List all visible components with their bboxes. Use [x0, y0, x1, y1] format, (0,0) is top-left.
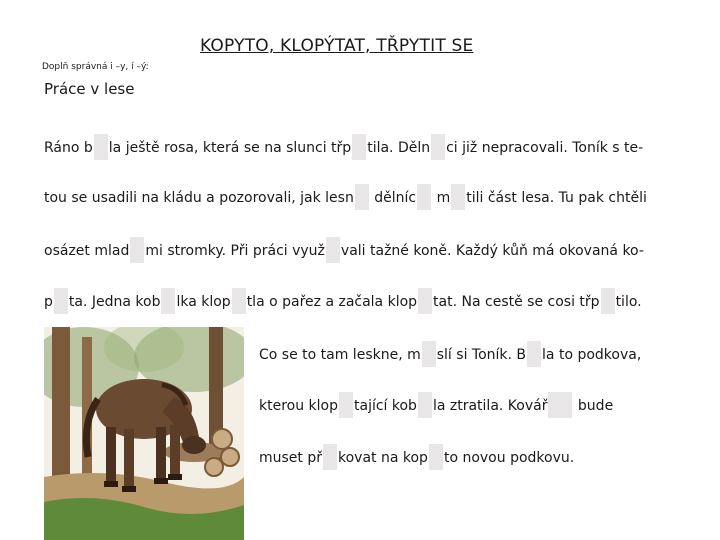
blank-field[interactable] — [352, 134, 366, 160]
text-segment: la ještě rosa, která se na slunci třp — [108, 140, 352, 156]
text-segment: ci již nepracovali. Toník s te- — [446, 140, 644, 156]
text-segment: muset př — [259, 450, 322, 466]
horse-hoof — [154, 478, 168, 484]
blank-field[interactable] — [548, 392, 572, 418]
text-segment: m — [432, 190, 451, 206]
blank-field[interactable] — [326, 237, 340, 263]
text-segment: tilo. — [615, 294, 642, 310]
text-segment: p — [44, 294, 53, 310]
instruction-text: Doplň správná i –y, í –ý: — [42, 62, 149, 72]
blank-field[interactable] — [601, 288, 615, 314]
blank-field[interactable] — [527, 341, 541, 367]
blank-field[interactable] — [422, 341, 436, 367]
blank-field[interactable] — [417, 184, 431, 210]
blank-field[interactable] — [429, 444, 443, 470]
horse-hoof — [122, 486, 136, 492]
blank-field[interactable] — [418, 288, 432, 314]
text-segment: lka klop — [176, 294, 231, 310]
text-line-6 — [259, 392, 613, 418]
horse-head — [182, 436, 206, 454]
blank-field[interactable] — [130, 237, 144, 263]
blank-field[interactable] — [431, 134, 445, 160]
horse-illustration-svg — [44, 327, 244, 540]
text-segment: to novou podkovu. — [443, 450, 575, 466]
blank-field[interactable] — [161, 288, 175, 314]
text-segment: tat. Na cestě se cosi třp — [433, 294, 600, 310]
worksheet-title: KOPYTO, KLOPÝTAT, TŘPYTIT SE — [200, 36, 474, 56]
horse-in-forest-illustration — [44, 327, 244, 540]
text-line-2 — [44, 184, 647, 210]
horse-leg — [106, 427, 116, 482]
story-subtitle: Práce v lese — [44, 80, 135, 98]
blank-field[interactable] — [232, 288, 246, 314]
text-segment: tila. Děln — [367, 140, 431, 156]
text-line-4 — [44, 288, 642, 314]
text-segment: Ráno b — [44, 140, 93, 156]
text-segment: bude — [573, 398, 614, 414]
horse-hoof — [168, 474, 182, 480]
text-segment: tající kob — [354, 398, 417, 414]
log-end — [205, 458, 223, 476]
text-segment: kterou klop — [259, 398, 338, 414]
text-segment: dělníc — [369, 190, 417, 206]
horse-leg — [170, 425, 180, 475]
blank-field[interactable] — [323, 444, 337, 470]
horse-leg — [156, 427, 166, 479]
text-segment: ta. Jedna kob — [68, 294, 161, 310]
horse-hoof — [104, 481, 118, 487]
text-segment: kovat na kop — [338, 450, 428, 466]
log-end — [212, 429, 232, 449]
text-segment: vali tažné koně. Každý kůň má okovaná ko- — [340, 243, 644, 259]
text-segment: mi stromky. Při práci využ — [145, 243, 325, 259]
text-segment: slí si Toník. B — [436, 347, 527, 363]
text-line-3 — [44, 237, 644, 263]
text-line-7 — [259, 444, 574, 470]
tree-trunk — [52, 327, 70, 497]
text-line-1 — [44, 134, 643, 160]
horse-leg — [124, 429, 134, 487]
text-segment: Co se to tam leskne, m — [259, 347, 421, 363]
text-line-5 — [259, 341, 641, 367]
blank-field[interactable] — [94, 134, 108, 160]
log-end — [221, 448, 239, 466]
text-segment: la to podkova, — [542, 347, 642, 363]
text-segment: osázet mlad — [44, 243, 130, 259]
text-segment: tou se usadili na kládu a pozorovali, jak lesn — [44, 190, 354, 206]
text-segment: la ztratila. Kovář — [432, 398, 548, 414]
text-segment: tili část lesa. Tu pak chtěli — [466, 190, 647, 206]
text-segment: tla o pařez a začala klop — [246, 294, 418, 310]
blank-field[interactable] — [451, 184, 465, 210]
blank-field[interactable] — [355, 184, 369, 210]
blank-field[interactable] — [54, 288, 68, 314]
blank-field[interactable] — [418, 392, 432, 418]
blank-field[interactable] — [339, 392, 353, 418]
